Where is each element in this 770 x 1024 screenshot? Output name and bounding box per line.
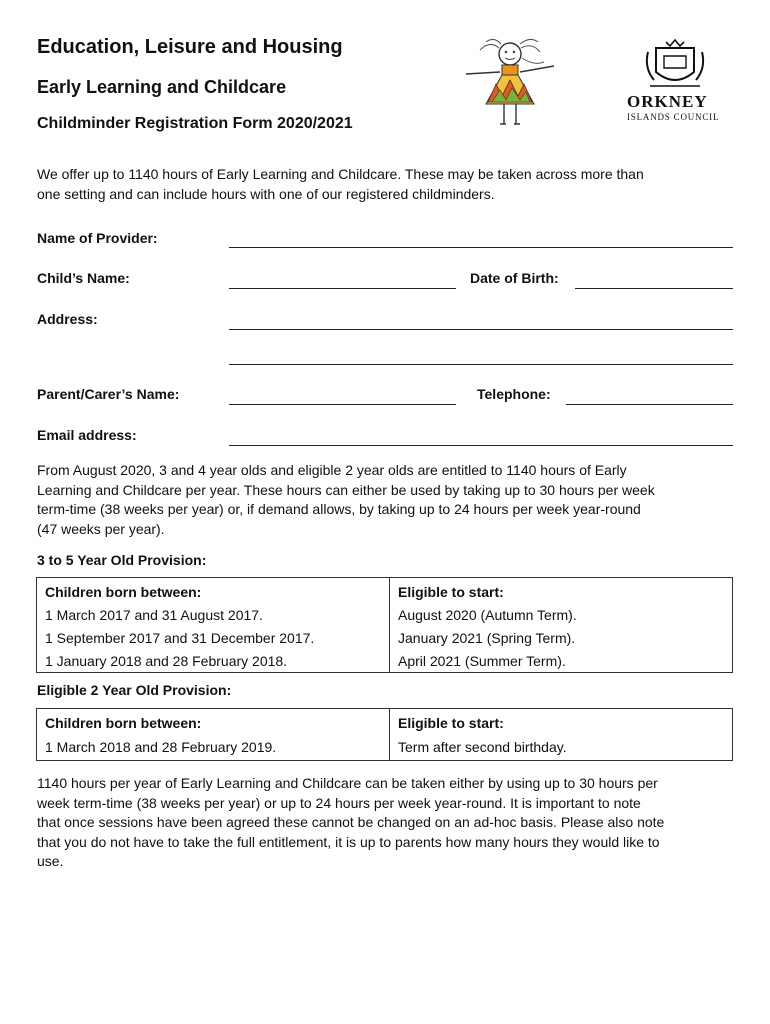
provider-input-line[interactable] — [229, 247, 733, 248]
child-name-label: Child’s Name: — [37, 270, 130, 286]
email-label: Email address: — [37, 427, 137, 443]
address-input-line-1[interactable] — [229, 329, 733, 330]
col-start-header: Eligible to start: — [390, 709, 733, 735]
telephone-input-line[interactable] — [566, 404, 733, 405]
address-input-line-2[interactable] — [229, 364, 733, 365]
entitlement-paragraph: From August 2020, 3 and 4 year olds and eligible 2 year olds are entitled to 1140 hours of Early Learning and Childcare per year. These hours can either be used by taking up to 30 hours per week term-time (38 weeks per year) or, if demand allows, by taking up to 24 hours per week year-round (47 weeks per year). — [37, 462, 655, 537]
provider-label: Name of Provider: — [37, 230, 158, 246]
provision-3-5-table — [36, 577, 733, 673]
council-name-line2: ISLANDS COUNCIL — [627, 112, 720, 122]
council-crest-icon — [640, 38, 710, 92]
service-heading: Early Learning and Childcare — [37, 77, 287, 97]
intro-paragraph: We offer up to 1140 hours of Early Learning and Childcare. These may be taken across more than one setting and can include hours with one of our registered childminders. — [37, 166, 644, 202]
form-title: Childminder Registration Form 2020/2021 — [37, 115, 353, 132]
email-input-line[interactable] — [229, 445, 733, 446]
dob-input-line[interactable] — [575, 288, 733, 289]
provision-2-table — [36, 708, 733, 761]
table-row: 1 January 2018 and 28 February 2018. April 2021 (Summer Term). — [37, 649, 733, 673]
table-row: 1 March 2017 and 31 August 2017. August 2020 (Autumn Term). — [37, 603, 733, 626]
council-name-line1: ORKNEY — [627, 92, 708, 111]
dob-label: Date of Birth: — [470, 270, 559, 286]
col-born-header: Children born between: — [37, 709, 390, 735]
table-header-row — [37, 578, 733, 604]
table-header-row — [37, 709, 733, 735]
table-row: 1 September 2017 and 31 December 2017. January 2021 (Spring Term). — [37, 626, 733, 649]
department-heading: Education, Leisure and Housing — [37, 36, 343, 58]
child-drawing-logo — [460, 36, 560, 128]
closing-paragraph: 1140 hours per year of Early Learning and Childcare can be taken either by using up to 30 hours per week term-time (38 weeks per year) or up to 24 hours per week year-round. It is important to note that once sessions have been agreed these cannot be changed on an ad-hoc basis. Please also note that you do not have to take the full entitlement, it is up to parents how many hours they would like to use. — [37, 775, 665, 869]
col-start-header: Eligible to start: — [390, 578, 733, 604]
col-born-header: Children born between: — [37, 578, 390, 604]
parent-label: Parent/Carer’s Name: — [37, 386, 180, 402]
table-row: 1 March 2018 and 28 February 2019. Term after second birthday. — [37, 734, 733, 761]
child-name-input-line[interactable] — [229, 288, 456, 289]
provision-3-5-title: 3 to 5 Year Old Provision: — [37, 552, 207, 568]
address-label: Address: — [37, 311, 98, 327]
telephone-label: Telephone: — [477, 386, 551, 402]
provision-2-title: Eligible 2 Year Old Provision: — [37, 682, 232, 698]
parent-input-line[interactable] — [229, 404, 456, 405]
